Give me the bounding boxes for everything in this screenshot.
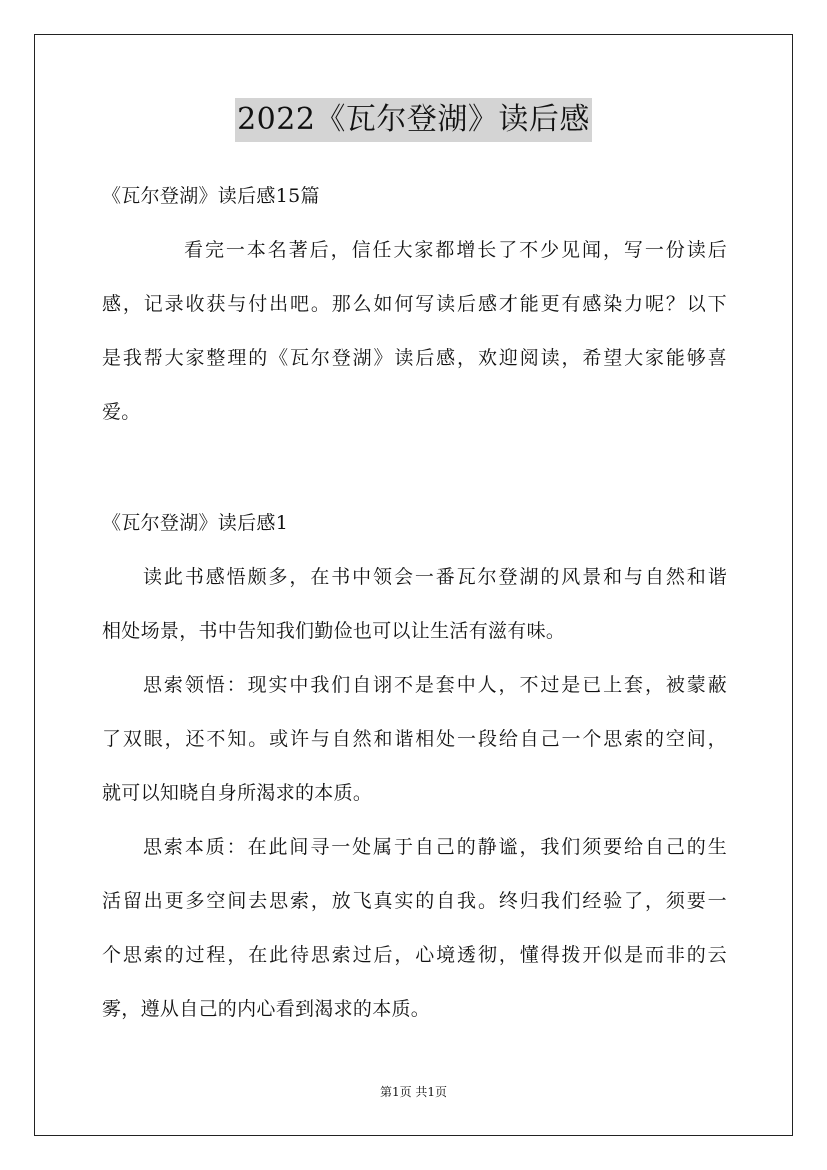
paragraph-line: 思索领悟：现实中我们自诩不是套中人，不过是已上套，被蒙蔽 bbox=[143, 674, 727, 696]
page-footer: 第1页 共1页 bbox=[379, 1085, 448, 1099]
document-title: 2022《瓦尔登湖》读后感 bbox=[235, 98, 592, 142]
intro-line: 爱。 bbox=[102, 401, 141, 423]
paragraph-line: 思索本质：在此间寻一处属于自己的静谧，我们须要给自己的生 bbox=[143, 836, 727, 858]
paragraph-line: 活留出更多空间去思索，放飞真实的自我。终归我们经验了，须要一 bbox=[102, 890, 727, 912]
paragraph-line: 了双眼，还不知。或许与自然和谐相处一段给自己一个思索的空间， bbox=[102, 728, 727, 750]
paragraph-line: 读此书感悟颇多，在书中领会一番瓦尔登湖的风景和与自然和谐 bbox=[143, 566, 727, 588]
intro-line: 感，记录收获与付出吧。那么如何写读后感才能更有感染力呢？以下 bbox=[102, 293, 727, 315]
paragraph-line: 个思索的过程，在此待思索过后，心境透彻，懂得拨开似是而非的云 bbox=[102, 944, 727, 966]
intro-line: 是我帮大家整理的《瓦尔登湖》读后感，欢迎阅读，希望大家能够喜 bbox=[102, 347, 727, 369]
paragraph-line: 雾，遵从自己的内心看到渴求的本质。 bbox=[102, 998, 431, 1020]
section-heading: 《瓦尔登湖》读后感1 bbox=[102, 512, 289, 534]
title-container bbox=[0, 98, 827, 142]
document-subtitle: 《瓦尔登湖》读后感15篇 bbox=[102, 185, 320, 207]
paragraph-line: 相处场景，书中告知我们勤俭也可以让生活有滋有味。 bbox=[102, 620, 566, 642]
paragraph-line: 就可以知晓自身所渴求的本质。 bbox=[102, 782, 373, 804]
intro-line: 看完一本名著后，信任大家都增长了不少见闻，写一份读后 bbox=[184, 239, 727, 261]
